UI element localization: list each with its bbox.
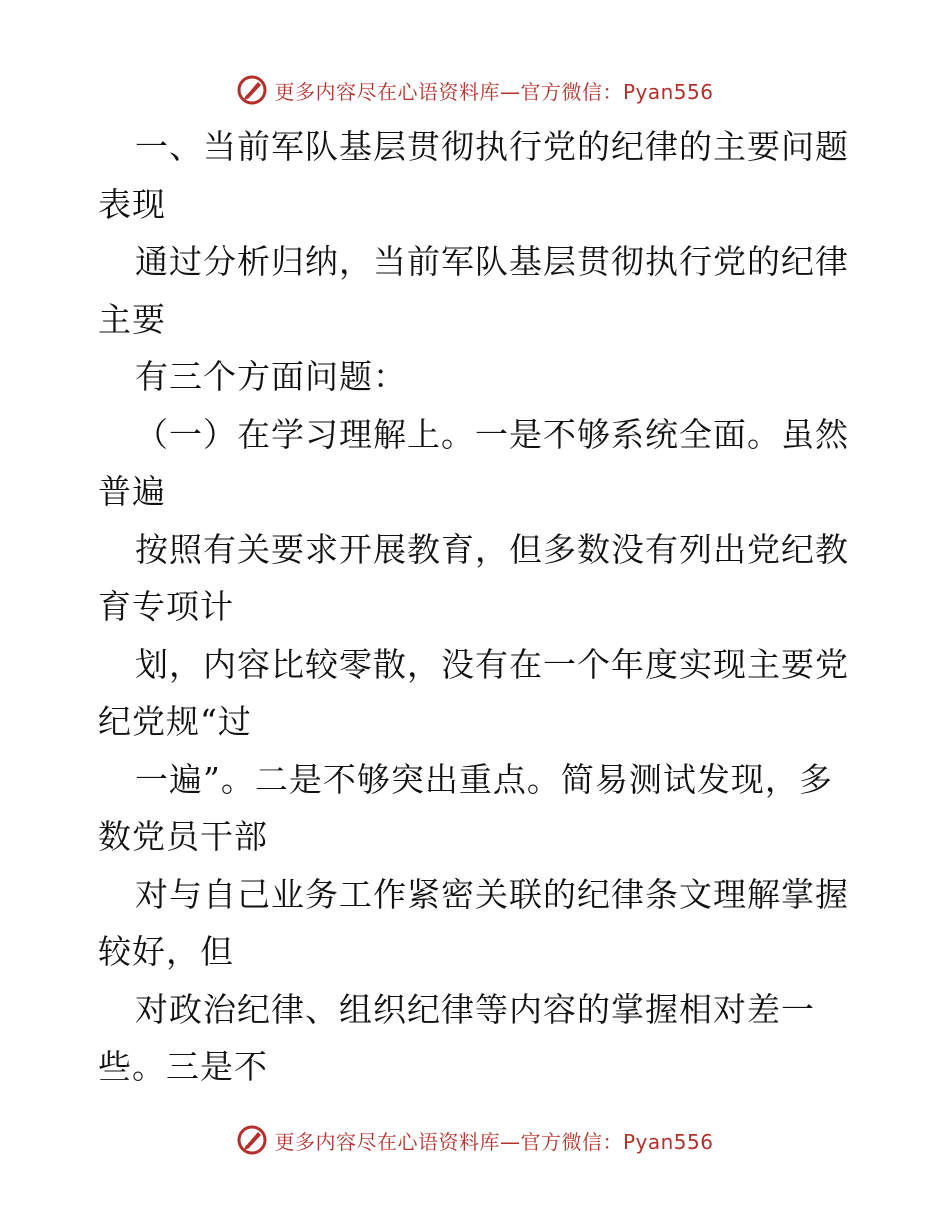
footer-banner-text: 更多内容尽在心语资料库—官方微信：Pyan556 [274, 1129, 714, 1154]
footer-banner [0, 1120, 950, 1160]
paragraph-line: 按照有关要求开展教育，但多数没有列出党纪教 [135, 529, 849, 569]
paragraph-line: 通过分析归纳，当前军队基层贯彻执行党的纪律 [135, 242, 849, 281]
paragraph-line: 育专项计 [98, 587, 234, 626]
paragraph-line: 对政治纪律、组织纪律等内容的掌握相对差一 [135, 989, 815, 1029]
paragraph-line: 数党员干部 [98, 817, 268, 856]
paragraph-line: 表现 [98, 184, 166, 224]
paragraph-line: （一）在学习理解上。一是不够系统全面。虽然 [135, 414, 849, 454]
paragraph-line: 划，内容比较零散，没有在一个年度实现主要党 [135, 644, 849, 684]
header-banner-text: 更多内容尽在心语资料库—官方微信：Pyan556 [274, 79, 714, 104]
paragraph-line: 纪党规“过 [98, 702, 252, 741]
paragraph-line: 主要 [98, 299, 166, 339]
header-banner [0, 70, 950, 110]
paragraph-line: 普遍 [98, 472, 166, 511]
quill-pen-logo-icon [236, 74, 268, 106]
quill-pen-logo-icon [236, 1124, 268, 1156]
paragraph-line: 一、当前军队基层贯彻执行党的纪律的主要问题 [135, 127, 849, 166]
paragraph-line: 较好，但 [98, 932, 234, 971]
paragraph-line: 对与自己业务工作紧密关联的纪律条文理解掌握 [135, 874, 849, 914]
document-body [98, 118, 858, 1096]
paragraph-line: 些。三是不 [98, 1047, 268, 1086]
paragraph-line: 一遍”。二是不够突出重点。简易测试发现，多 [135, 759, 833, 799]
paragraph-line: 有三个方面问题： [135, 357, 407, 396]
